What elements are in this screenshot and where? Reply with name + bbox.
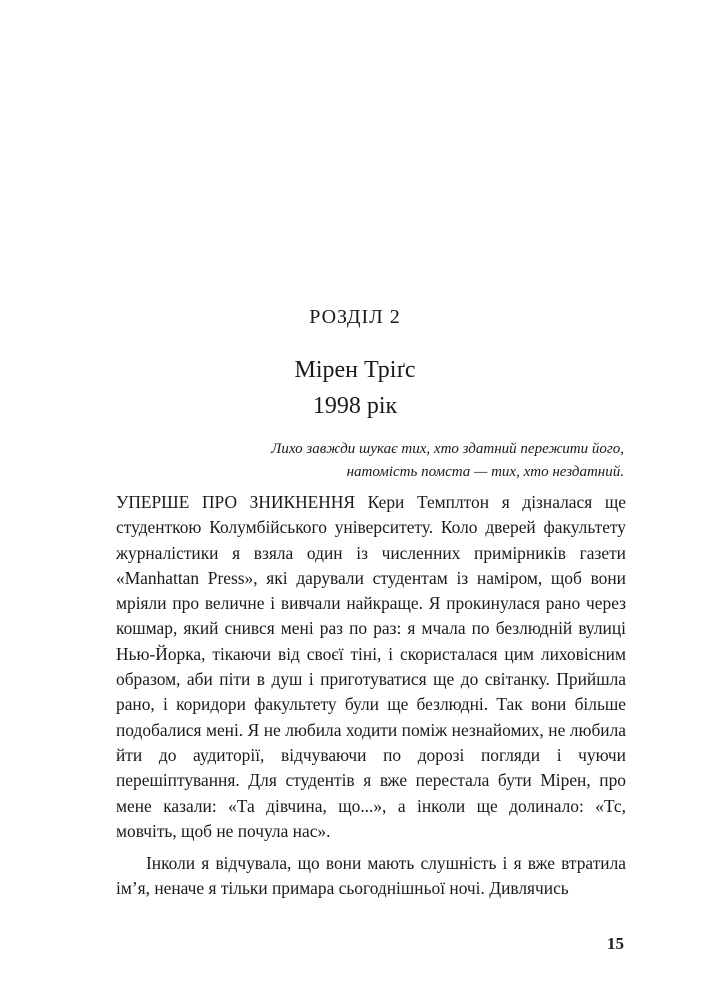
epigraph: [271, 438, 624, 484]
chapter-title-name: Мірен Тріґс: [294, 357, 416, 383]
chapter-title: [0, 352, 710, 424]
body-paragraph: УПЕРШЕ ПРО ЗНИКНЕННЯ Кери Темплтон я дізналася ще студенткою Колумбійського університету. Коло дверей факультету журналістики я взяла один із численних примірників газети «Manhattan Press», які дарували студентам із наміром, щоб вони мріяли про величне і вивчали найкраще. Я прокинулася рано через кошмар, який снився мені раз по раз: я мчала по безлюдній вулиці Нью-Йорка, тікаючи від своєї тіні, і скористалася цим лиховісним образом, аби піти в душ і приготуватися ще до світанку. Прийшла рано, і коридори факультету були ще безлюдні. Так вони більше подобалися мені. Я не любила ходити поміж незнайомих, не любила йти до аудиторії, відчуваючи по дорозі погляди і чуючи перешіптування. Для студентів я вже перестала бути Мірен, про мене казали: «Та дівчина, що...», а інколи ще долинало: «Тс, мовчіть, щоб не почула нас».: [116, 492, 626, 841]
epigraph-line: Лихо завжди шукає тих, хто здатний пережити його,: [271, 441, 624, 457]
page-number: 15: [607, 934, 624, 953]
chapter-body: [116, 490, 626, 902]
body-paragraph: Інколи я відчувала, що вони мають слушність і я вже втратила ім’я, неначе я тільки примара сьогоднішньої ночі. Дивлячись: [116, 853, 626, 899]
epigraph-line: натомість помста — тих, хто нездатний.: [346, 464, 624, 480]
chapter-label: РОЗДІЛ 2: [309, 306, 401, 328]
chapter-title-year: 1998 рік: [312, 393, 398, 419]
